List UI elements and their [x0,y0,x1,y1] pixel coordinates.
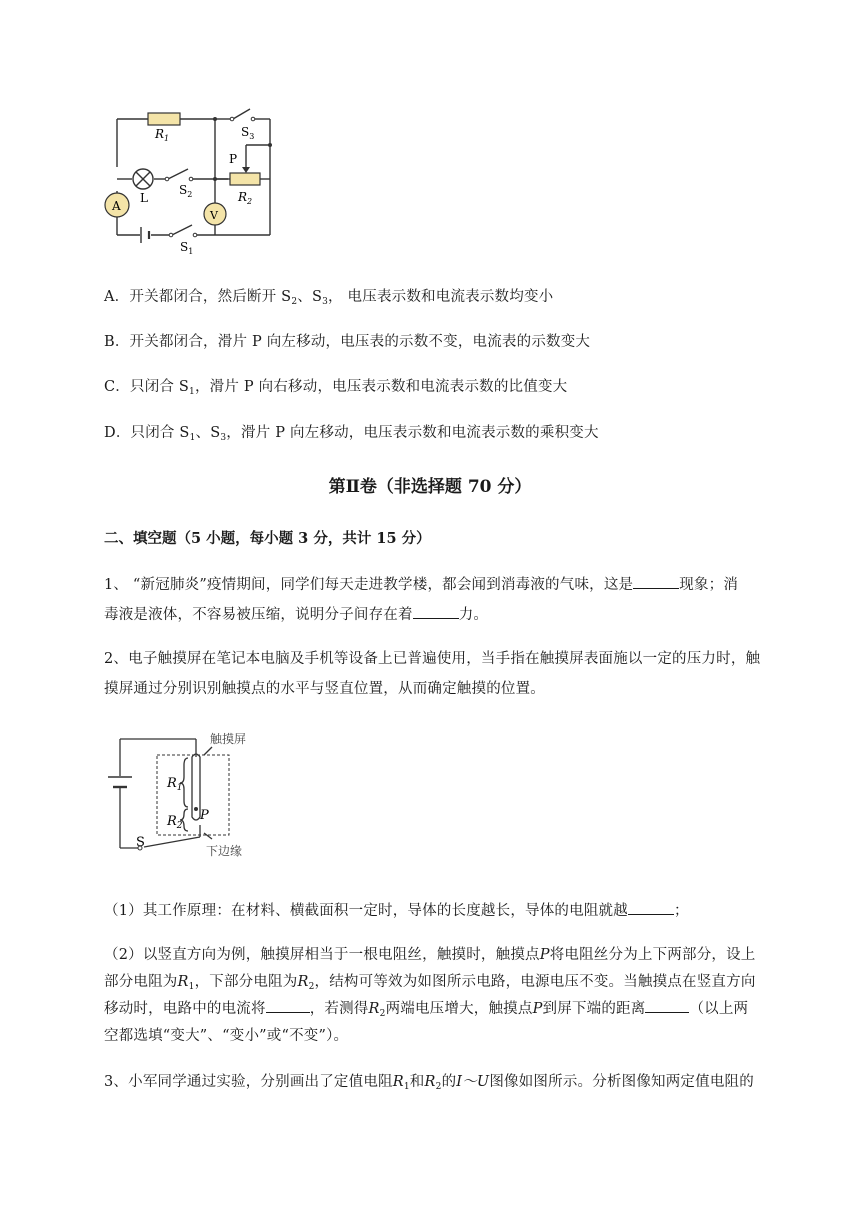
section2-title: 二、填空题（5 小题，每小题 3 分，共计 15 分） [104,530,431,547]
q2-blank-3[interactable] [645,1000,689,1013]
s1-label: $S_1$ [180,240,194,256]
touch-screen-diagram [100,725,270,865]
q1-blank-1[interactable] [633,576,679,589]
option-c: C．只闭合 $S_1$，滑片 P 向右移动，电压表示数和电流表示数的比值变大 [104,379,568,397]
q2-line1: 2、电子触摸屏在笔记本电脑及手机等设备上已普遍使用，当手指在触摸屏表面施以一定的压力时，触 [104,651,761,667]
q1-blank-2[interactable] [413,606,459,619]
p-label: P [229,152,238,166]
touch-screen-label: 触摸屏 [210,732,247,746]
s3-label: $S_3$ [241,125,255,141]
part2-title: 第Ⅱ卷（非选择题 70 分） [328,477,532,497]
r1-label: $R_1$ [155,127,170,143]
option-b: B．开关都闭合，滑片 P 向左移动，电压表的示数不变，电流表的示数变大 [104,334,591,350]
bottom-edge-label: 下边缘 [206,844,243,858]
circuit-diagram-1 [100,105,290,265]
l-label: L [140,191,148,205]
ammeter-label: A [112,199,121,213]
q2-sub2-line4: 空都选填“变大”、“变小”或“不变”）。 [104,1028,349,1044]
q1-line2: 毒液是液体，不容易被压缩，说明分子间存在着 力。 [104,607,489,623]
voltmeter-label: V [210,209,218,222]
q3-line1: 3、小军同学通过实验，分别画出了定值电阻$R_1$和$R_2$的I～U图像如图所示。分析图像知两定值电阻的 [104,1074,754,1092]
option-a: A．开关都闭合，然后断开 $S_2$、$S_3$， 电压表示数和电流表示数均变小 [104,289,554,307]
touch-r2-label: $R_2$ [167,814,183,831]
touch-r1-label: $R_1$ [167,776,183,793]
s2-label: $S_2$ [179,183,193,199]
q1-line1: 1、 “新冠肺炎”疫情期间，同学们每天走进教学楼，都会闻到消毒液的气味，这是 现象；消 [104,577,739,593]
q2-sub2-line3: 移动时，电路中的电流将 ，若测得$R_2$两端电压增大，触摸点P到屏下端的距离 （以上两 [104,1001,749,1019]
q2-sub2-line1: （2）以竖直方向为例，触摸屏相当于一根电阻丝，触摸时，触摸点P将电阻丝分为上下两部分，设上 [104,947,756,963]
touch-p-label: P [200,808,209,823]
switch-s-label: S [136,835,145,850]
option-d: D．只闭合 $S_1$、$S_3$，滑片 P 向左移动，电压表示数和电流表示数的乘积变大 [104,425,599,443]
q2-blank-1[interactable] [628,902,674,915]
q2-blank-2[interactable] [266,1000,310,1013]
q2-sub2-line2: 部分电阻为$R_1$，下部分电阻为$R_2$，结构可等效为如图所示电路，电源电压不变。当触摸点在竖直方向 [104,974,756,992]
q2-line2: 摸屏通过分别识别触摸点的水平与竖直位置，从而确定触摸的位置。 [104,681,545,697]
q2-sub1: （1）其工作原理：在材料、横截面积一定时，导体的长度越长，导体的电阻就越 ； [104,903,689,919]
r2-label: $R_2$ [238,190,253,206]
